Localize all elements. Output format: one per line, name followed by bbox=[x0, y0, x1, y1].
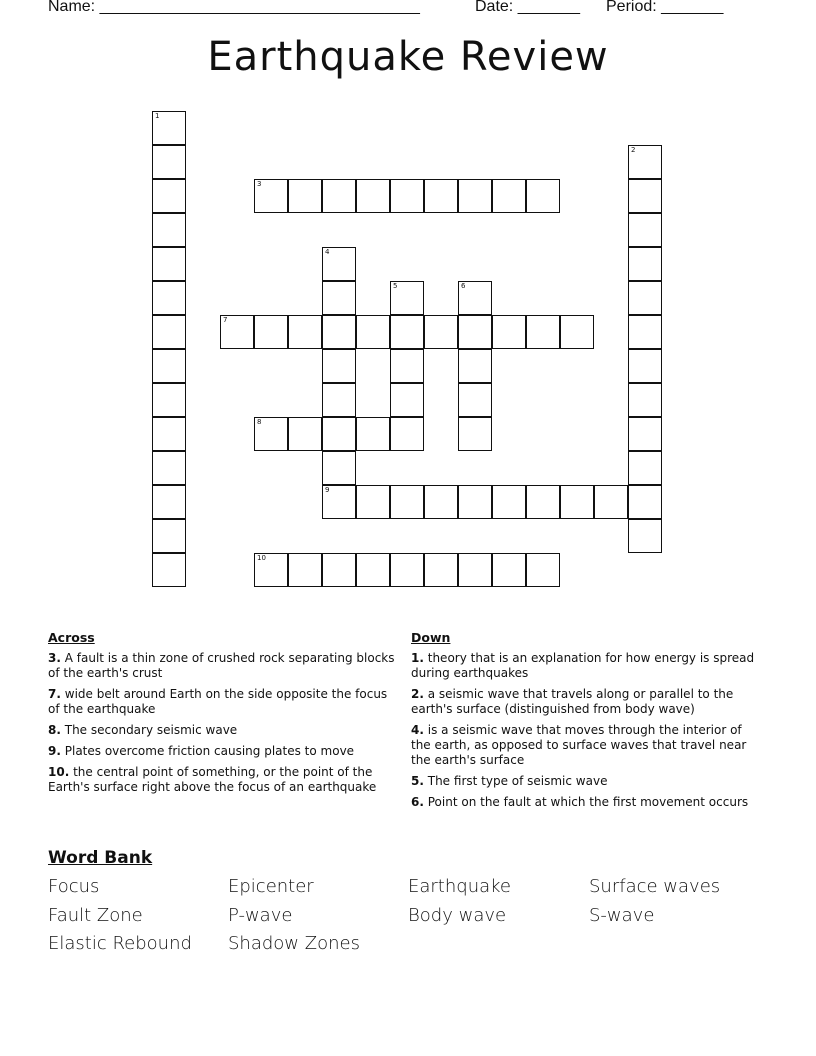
crossword-cell[interactable] bbox=[390, 485, 424, 519]
crossword-cell[interactable] bbox=[322, 247, 356, 281]
crossword-cell[interactable] bbox=[492, 485, 526, 519]
word-bank-word: Epicenter bbox=[228, 876, 314, 897]
clue-down-2 bbox=[411, 687, 756, 717]
crossword-cell[interactable] bbox=[152, 519, 186, 553]
word-bank-title: Word Bank bbox=[48, 848, 153, 868]
crossword-cell[interactable] bbox=[322, 417, 356, 451]
period-field[interactable]: Period: _______ bbox=[606, 0, 724, 15]
clue-number-label: 3 bbox=[257, 180, 262, 188]
crossword-cell[interactable] bbox=[152, 281, 186, 315]
crossword-cell[interactable] bbox=[152, 349, 186, 383]
clue-across-3 bbox=[48, 651, 398, 681]
clue-number: 2. bbox=[411, 687, 424, 701]
clue-number-label: 5 bbox=[393, 282, 398, 290]
clue-number: 8. bbox=[48, 723, 61, 737]
word-bank-word: Earthquake bbox=[408, 876, 511, 897]
crossword-cell[interactable] bbox=[322, 553, 356, 587]
clue-number: 4. bbox=[411, 723, 424, 737]
crossword-cell[interactable] bbox=[458, 179, 492, 213]
across-clues bbox=[48, 630, 398, 801]
clue-across-10 bbox=[48, 765, 398, 795]
crossword-cell[interactable] bbox=[220, 315, 254, 349]
clue-text: The secondary seismic wave bbox=[64, 723, 238, 737]
crossword-cell[interactable] bbox=[152, 417, 186, 451]
crossword-cell[interactable] bbox=[152, 213, 186, 247]
clue-text: Plates overcome friction causing plates to move bbox=[64, 744, 355, 758]
crossword-cell[interactable] bbox=[390, 281, 424, 315]
clue-down-5 bbox=[411, 774, 756, 789]
clue-number-label: 6 bbox=[461, 282, 466, 290]
crossword-cell[interactable] bbox=[288, 553, 322, 587]
crossword-cell[interactable] bbox=[152, 247, 186, 281]
crossword-cell[interactable] bbox=[322, 485, 356, 519]
crossword-cell[interactable] bbox=[526, 485, 560, 519]
crossword-cell[interactable] bbox=[628, 451, 662, 485]
crossword-cell[interactable] bbox=[628, 145, 662, 179]
down-clues bbox=[411, 630, 756, 816]
clue-down-1 bbox=[411, 651, 756, 681]
crossword-cell[interactable] bbox=[390, 553, 424, 587]
crossword-cell[interactable] bbox=[356, 417, 390, 451]
clue-text: Point on the fault at which the first movement occurs bbox=[427, 795, 749, 809]
clue-number-label: 9 bbox=[325, 486, 330, 494]
crossword-cell[interactable] bbox=[628, 417, 662, 451]
crossword-cell[interactable] bbox=[458, 417, 492, 451]
word-bank-word: Fault Zone bbox=[48, 905, 143, 926]
crossword-cell[interactable] bbox=[560, 485, 594, 519]
crossword-cell[interactable] bbox=[628, 281, 662, 315]
clue-across-8 bbox=[48, 723, 398, 738]
word-bank-word: Body wave bbox=[408, 905, 507, 926]
crossword-cell[interactable] bbox=[424, 179, 458, 213]
crossword-cell[interactable] bbox=[322, 383, 356, 417]
crossword-cell[interactable] bbox=[152, 145, 186, 179]
clue-number-label: 4 bbox=[325, 248, 330, 256]
crossword-cell[interactable] bbox=[322, 179, 356, 213]
crossword-cell[interactable] bbox=[526, 553, 560, 587]
crossword-cell[interactable] bbox=[390, 315, 424, 349]
down-heading: Down bbox=[411, 630, 451, 645]
crossword-cell[interactable] bbox=[356, 179, 390, 213]
crossword-cell[interactable] bbox=[322, 349, 356, 383]
clue-text: A fault is a thin zone of crushed rock separating blocks of the earth's crust bbox=[48, 651, 395, 680]
crossword-cell[interactable] bbox=[424, 485, 458, 519]
crossword-cell[interactable] bbox=[152, 111, 186, 145]
clue-text: is a seismic wave that moves through the interior of the earth, as opposed to surface waves that travel near the earth's surface bbox=[411, 723, 747, 767]
clue-down-6 bbox=[411, 795, 756, 810]
crossword-cell[interactable] bbox=[628, 519, 662, 553]
crossword-cell[interactable] bbox=[628, 383, 662, 417]
clue-text: wide belt around Earth on the side opposite the focus of the earthquake bbox=[48, 687, 388, 716]
crossword-cell[interactable] bbox=[458, 553, 492, 587]
clue-number: 9. bbox=[48, 744, 61, 758]
crossword-cell[interactable] bbox=[356, 553, 390, 587]
crossword-cell[interactable] bbox=[628, 247, 662, 281]
crossword-cell[interactable] bbox=[254, 179, 288, 213]
crossword-cell[interactable] bbox=[152, 451, 186, 485]
crossword-cell[interactable] bbox=[458, 281, 492, 315]
clue-across-9 bbox=[48, 744, 398, 759]
crossword-cell[interactable] bbox=[628, 179, 662, 213]
crossword-cell[interactable] bbox=[628, 315, 662, 349]
clue-text: The first type of seismic wave bbox=[427, 774, 608, 788]
crossword-cell[interactable] bbox=[628, 349, 662, 383]
crossword-cell[interactable] bbox=[390, 417, 424, 451]
crossword-cell[interactable] bbox=[390, 383, 424, 417]
crossword-cell[interactable] bbox=[254, 417, 288, 451]
crossword-cell[interactable] bbox=[152, 315, 186, 349]
word-bank-word: Focus bbox=[48, 876, 100, 897]
clue-text: a seismic wave that travels along or parallel to the earth's surface (distinguished from body wave) bbox=[411, 687, 734, 716]
crossword-cell[interactable] bbox=[152, 485, 186, 519]
crossword-cell[interactable] bbox=[458, 315, 492, 349]
crossword-cell[interactable] bbox=[322, 315, 356, 349]
crossword-cell[interactable] bbox=[254, 315, 288, 349]
crossword-cell[interactable] bbox=[356, 315, 390, 349]
clue-number: 6. bbox=[411, 795, 424, 809]
clue-number: 3. bbox=[48, 651, 61, 665]
crossword-cell[interactable] bbox=[322, 451, 356, 485]
crossword-cell[interactable] bbox=[390, 179, 424, 213]
clue-down-4 bbox=[411, 723, 756, 768]
crossword-cell[interactable] bbox=[458, 349, 492, 383]
clue-text: theory that is an explanation for how energy is spread during earthquakes bbox=[411, 651, 755, 680]
crossword-cell[interactable] bbox=[492, 179, 526, 213]
crossword-cell[interactable] bbox=[628, 485, 662, 519]
clue-number: 7. bbox=[48, 687, 61, 701]
crossword-cell[interactable] bbox=[424, 315, 458, 349]
clue-number-label: 8 bbox=[257, 418, 262, 426]
clue-number-label: 2 bbox=[631, 146, 636, 154]
clue-number: 1. bbox=[411, 651, 424, 665]
word-bank-word: Surface waves bbox=[589, 876, 721, 897]
page-title: Earthquake Review bbox=[207, 34, 609, 80]
crossword-cell[interactable] bbox=[152, 383, 186, 417]
crossword-cell[interactable] bbox=[356, 485, 390, 519]
word-bank-word: P-wave bbox=[228, 905, 293, 926]
crossword-cell[interactable] bbox=[322, 281, 356, 315]
crossword-cell[interactable] bbox=[288, 315, 322, 349]
name-field[interactable]: Name: ____________________________________ bbox=[48, 0, 420, 15]
clue-number-label: 1 bbox=[155, 112, 160, 120]
clue-text: the central point of something, or the point of the Earth's surface right above the focus of an earthquake bbox=[48, 765, 377, 794]
word-bank-word: Shadow Zones bbox=[228, 933, 360, 954]
crossword-cell[interactable] bbox=[424, 553, 458, 587]
crossword-cell[interactable] bbox=[458, 383, 492, 417]
crossword-cell[interactable] bbox=[152, 553, 186, 587]
crossword-cell[interactable] bbox=[152, 179, 186, 213]
word-bank-word: Elastic Rebound bbox=[48, 933, 192, 954]
crossword-cell[interactable] bbox=[526, 179, 560, 213]
crossword-cell[interactable] bbox=[594, 485, 628, 519]
word-bank-word: S-wave bbox=[589, 905, 655, 926]
crossword-cell[interactable] bbox=[492, 553, 526, 587]
crossword-cell[interactable] bbox=[288, 179, 322, 213]
crossword-cell[interactable] bbox=[390, 349, 424, 383]
crossword-cell[interactable] bbox=[288, 417, 322, 451]
clue-across-7 bbox=[48, 687, 398, 717]
crossword-cell[interactable] bbox=[526, 315, 560, 349]
crossword-cell[interactable] bbox=[458, 485, 492, 519]
across-heading: Across bbox=[48, 630, 95, 645]
date-field[interactable]: Date: _______ bbox=[475, 0, 580, 15]
crossword-cell[interactable] bbox=[560, 315, 594, 349]
clue-number: 10. bbox=[48, 765, 70, 779]
crossword-cell[interactable] bbox=[492, 315, 526, 349]
clue-number-label: 10 bbox=[257, 554, 266, 562]
clue-number: 5. bbox=[411, 774, 424, 788]
clue-number-label: 7 bbox=[223, 316, 228, 324]
crossword-cell[interactable] bbox=[254, 553, 288, 587]
crossword-cell[interactable] bbox=[628, 213, 662, 247]
